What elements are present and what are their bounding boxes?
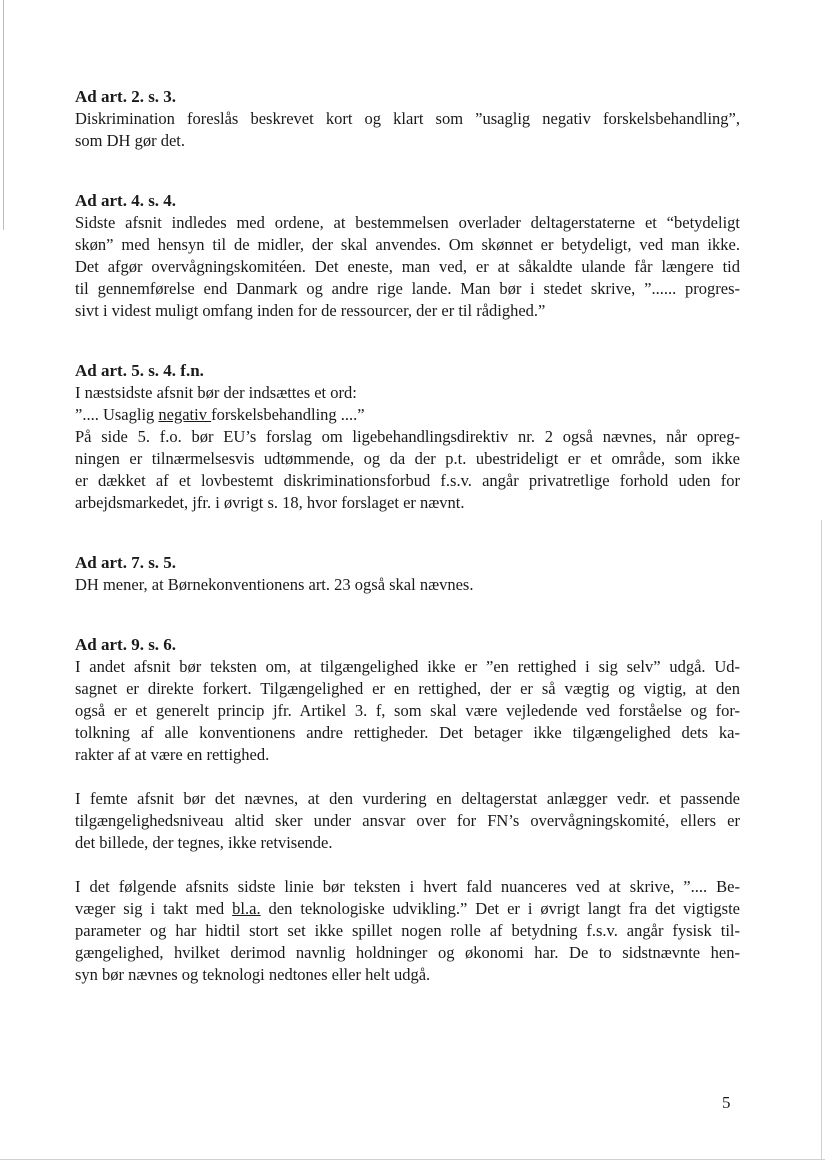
text-line: det billede, der tegnes, ikke retvisende.: [75, 833, 333, 852]
text-line: sagnet er direkte forkert. Tilgængelighed er en rettighed, der er så vægtig og vigtig, at den: [75, 679, 740, 698]
text-line: syn bør nævnes og teknologi nedtones eller helt udgå.: [75, 965, 431, 984]
scan-edge-left: [3, 0, 4, 230]
text-line: Diskrimination foreslås beskrevet kort og klart som ”usaglig negativ forskelsbehandling”,: [75, 109, 740, 128]
text-line: tolkning af alle konventionens andre rettigheder. Det betager ikke tilgængelighed dets ka-: [75, 723, 740, 742]
quote-prefix: ”.... Usaglig: [75, 405, 159, 424]
text-line: rakter af at være en rettighed.: [75, 745, 270, 764]
text-line: er dækket af et lovbestemt diskriminationsforbud f.s.v. angår privatretlige forhold uden for: [75, 471, 740, 490]
text-line: som DH gør det.: [75, 131, 185, 150]
text-line: På side 5. f.o. bør EU’s forslag om ligebehandlingsdirektiv nr. 2 også nævnes, når opreg-: [75, 427, 740, 446]
text-line: skøn” med hensyn til de midler, der skal anvendes. Om skønnet er betydeligt, ved man ikke.: [75, 235, 740, 254]
paragraph-fifth-section: [75, 788, 740, 854]
text-line: til gennemførelse end Danmark og andre rige lande. Man bør i stedet skrive, ”...... progres-: [75, 279, 740, 298]
text-line: også er et generelt princip jfr. Artikel 3. f, som skal være vejledende ved forståelse og for-: [75, 701, 740, 720]
text-prefix: væger sig i takt med: [75, 899, 233, 918]
section-heading: Ad art. 9. s. 6.: [75, 635, 177, 654]
text-line: I næstsidste afsnit bør der indsættes et ord:: [75, 383, 357, 402]
text-line: I femte afsnit bør det nævnes, at den vurdering en deltagerstat anlægger vedr. et passende: [75, 789, 740, 808]
quote-line: [75, 404, 740, 426]
quote-suffix: forskelsbehandling ....”: [211, 405, 365, 424]
section-art-4: [75, 190, 740, 322]
text-line: I andet afsnit bør teksten om, at tilgængelighed ikke er ”en rettighed i sig selv” udgå. Ud-: [75, 657, 740, 676]
text-suffix: den teknologiske udvikling.” Det er i øvrigt langt fra det vigtigste: [260, 899, 740, 918]
text-line: I det følgende afsnits sidste linie bør teksten i hvert fald nuanceres ved at skrive, ”.... Be-: [75, 877, 740, 896]
text-line-with-underline: [75, 898, 740, 920]
section-heading: Ad art. 2. s. 3.: [75, 87, 177, 106]
text-line: ningen er tilnærmelsesvis udtømmende, og da der p.t. ubestrideligt er et område, som ikke: [75, 449, 740, 468]
text-line: gængelighed, hvilket derimod navnlig holdninger og økonomi har. De to sidstnævnte hen-: [75, 943, 740, 962]
scan-edge-right: [821, 520, 822, 1160]
section-art-7: [75, 552, 740, 596]
text-line: DH mener, at Børnekonventionens art. 23 også skal nævnes.: [75, 575, 474, 594]
section-art-2: [75, 86, 740, 152]
section-heading: Ad art. 4. s. 4.: [75, 191, 177, 210]
text-line: arbejdsmarkedet, jfr. i øvrigt s. 18, hvor forslaget er nævnt.: [75, 493, 465, 512]
section-heading: Ad art. 7. s. 5.: [75, 553, 177, 572]
section-art-5: [75, 360, 740, 514]
section-heading: Ad art. 5. s. 4. f.n.: [75, 361, 204, 380]
paragraph-following-section: [75, 876, 740, 986]
section-art-9: [75, 634, 740, 766]
text-line: Sidste afsnit indledes med ordene, at bestemmelsen overlader deltagerstaterne et “betydeligt: [75, 213, 740, 232]
underlined-word: negativ: [158, 405, 212, 424]
text-line: tilgængelighedsniveau altid sker under ansvar over for FN’s overvågningskomité, ellers er: [75, 811, 740, 830]
underlined-word: bl.a.: [232, 899, 261, 918]
text-line: Det afgør overvågningskomitéen. Det eneste, man ved, er at såkaldte ulande får længere tid: [75, 257, 740, 276]
document-body: [75, 86, 740, 986]
text-line: sivt i videst muligt omfang inden for de ressourcer, der er til rådighed.”: [75, 301, 546, 320]
text-line: parameter og har hidtil stort set ikke spillet nogen rolle af betydning f.s.v. angår fysisk til-: [75, 921, 740, 940]
page-number: 5: [722, 1093, 731, 1112]
scan-edge-bottom: [0, 1159, 825, 1160]
